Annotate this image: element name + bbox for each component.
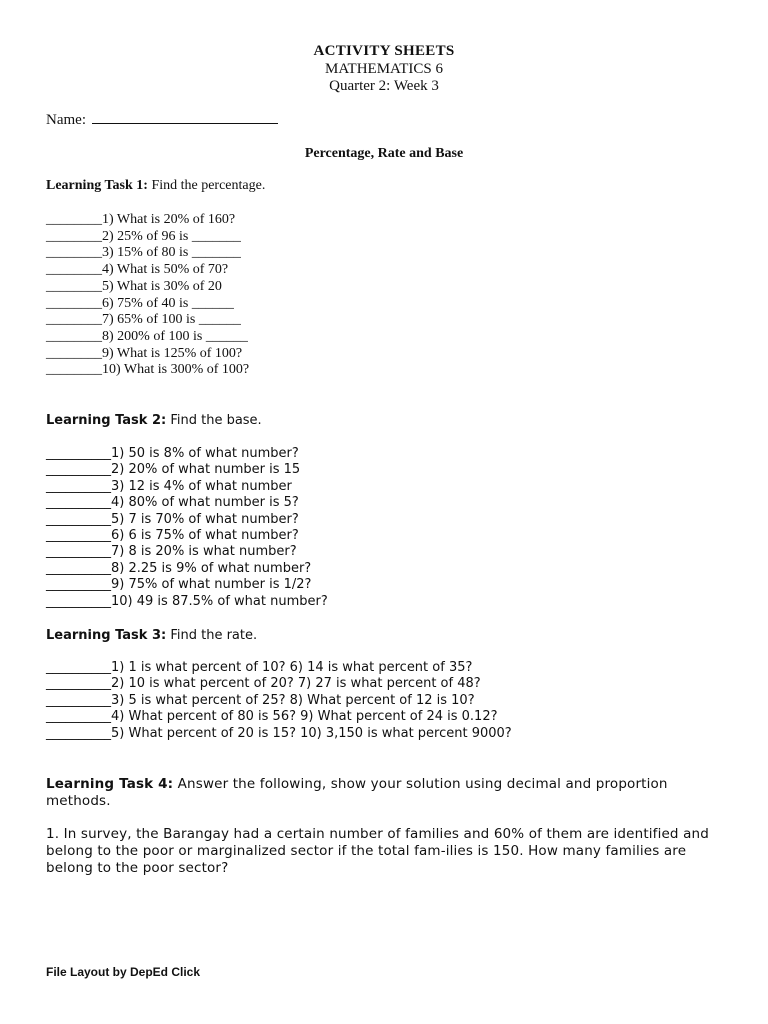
task1-list: [46, 212, 249, 379]
task1-label: Learning Task 1:: [46, 178, 148, 193]
list-item: __________1) 1 is what percent of 10? 6) 14 is what percent of 35?: [46, 660, 473, 675]
list-item: ________9) What is 125% of 100?: [46, 345, 243, 361]
task3-list: [46, 660, 512, 742]
list-item: ________2) 25% of 96 is _______: [46, 228, 241, 244]
list-item: ________4) What is 50% of 70?: [46, 262, 229, 278]
list-item: __________3) 5 is what percent of 25? 8) What percent of 12 is 10?: [46, 692, 475, 708]
task2-instruction: Find the base.: [166, 413, 262, 428]
task1-instruction: Find the percentage.: [147, 178, 266, 193]
task2-label: Learning Task 2:: [46, 413, 167, 428]
list-item: ________6) 75% of 40 is ______: [46, 295, 234, 311]
name-blank-line: [92, 111, 278, 124]
task3-heading: [46, 628, 257, 643]
list-item: __________7) 8 is 20% is what number?: [46, 544, 297, 560]
name-field: [46, 111, 278, 129]
subject-line: MATHEMATICS 6: [325, 61, 443, 77]
list-item: __________2) 20% of what number is 15: [46, 462, 301, 478]
list-item: __________4) 80% of what number is 5?: [46, 495, 299, 511]
task2-heading: [46, 413, 262, 428]
task3-label: Learning Task 3:: [46, 628, 167, 643]
list-item: __________4) What percent of 80 is 56? 9) What percent of 24 is 0.12?: [46, 709, 498, 725]
task4-instruction: Answer the following, show your solution using decimal and proportion methods.: [46, 776, 668, 809]
list-item: ________8) 200% of 100 is ______: [46, 328, 248, 344]
list-item: __________10) 49 is 87.5% of what number?: [46, 593, 328, 609]
sheet-title: ACTIVITY SHEETS: [313, 43, 455, 59]
list-item: __________9) 75% of what number is 1/2?: [46, 577, 312, 593]
list-item: ________3) 15% of 80 is _______: [46, 245, 241, 261]
task2-list: [46, 446, 328, 610]
task4-label: Learning Task 4:: [46, 776, 174, 792]
list-item: ________5) What is 30% of 20: [46, 278, 222, 294]
topic-heading: Percentage, Rate and Base: [304, 146, 464, 161]
task1-heading: [46, 178, 265, 194]
list-item: __________5) 7 is 70% of what number?: [46, 511, 299, 527]
task4-heading: [46, 776, 736, 810]
list-item: __________5) What percent of 20 is 15? 10) 3,150 is what percent 9000?: [46, 725, 512, 741]
name-label: Name:: [46, 112, 86, 128]
footer-credit: File Layout by DepEd Click: [46, 965, 201, 979]
task3-instruction: Find the rate.: [166, 628, 258, 643]
list-item: ________1) What is 20% of 160?: [46, 212, 236, 227]
list-item: ________10) What is 300% of 100?: [46, 362, 250, 378]
task4-problem-1: 1. In survey, the Barangay had a certain number of families and 60% of them are identified and belong to the poor or marginalized sector if the total fam-ilies is 150. How many families are belong to the poor sector?: [46, 826, 709, 876]
list-item: __________6) 6 is 75% of what number?: [46, 528, 299, 544]
list-item: __________2) 10 is what percent of 20? 7) 27 is what percent of 48?: [46, 676, 481, 692]
list-item: __________8) 2.25 is 9% of what number?: [46, 560, 312, 576]
list-item: __________3) 12 is 4% of what number: [46, 478, 292, 494]
list-item: __________1) 50 is 8% of what number?: [46, 446, 299, 461]
list-item: ________7) 65% of 100 is ______: [46, 312, 241, 328]
period-line: Quarter 2: Week 3: [329, 78, 439, 94]
